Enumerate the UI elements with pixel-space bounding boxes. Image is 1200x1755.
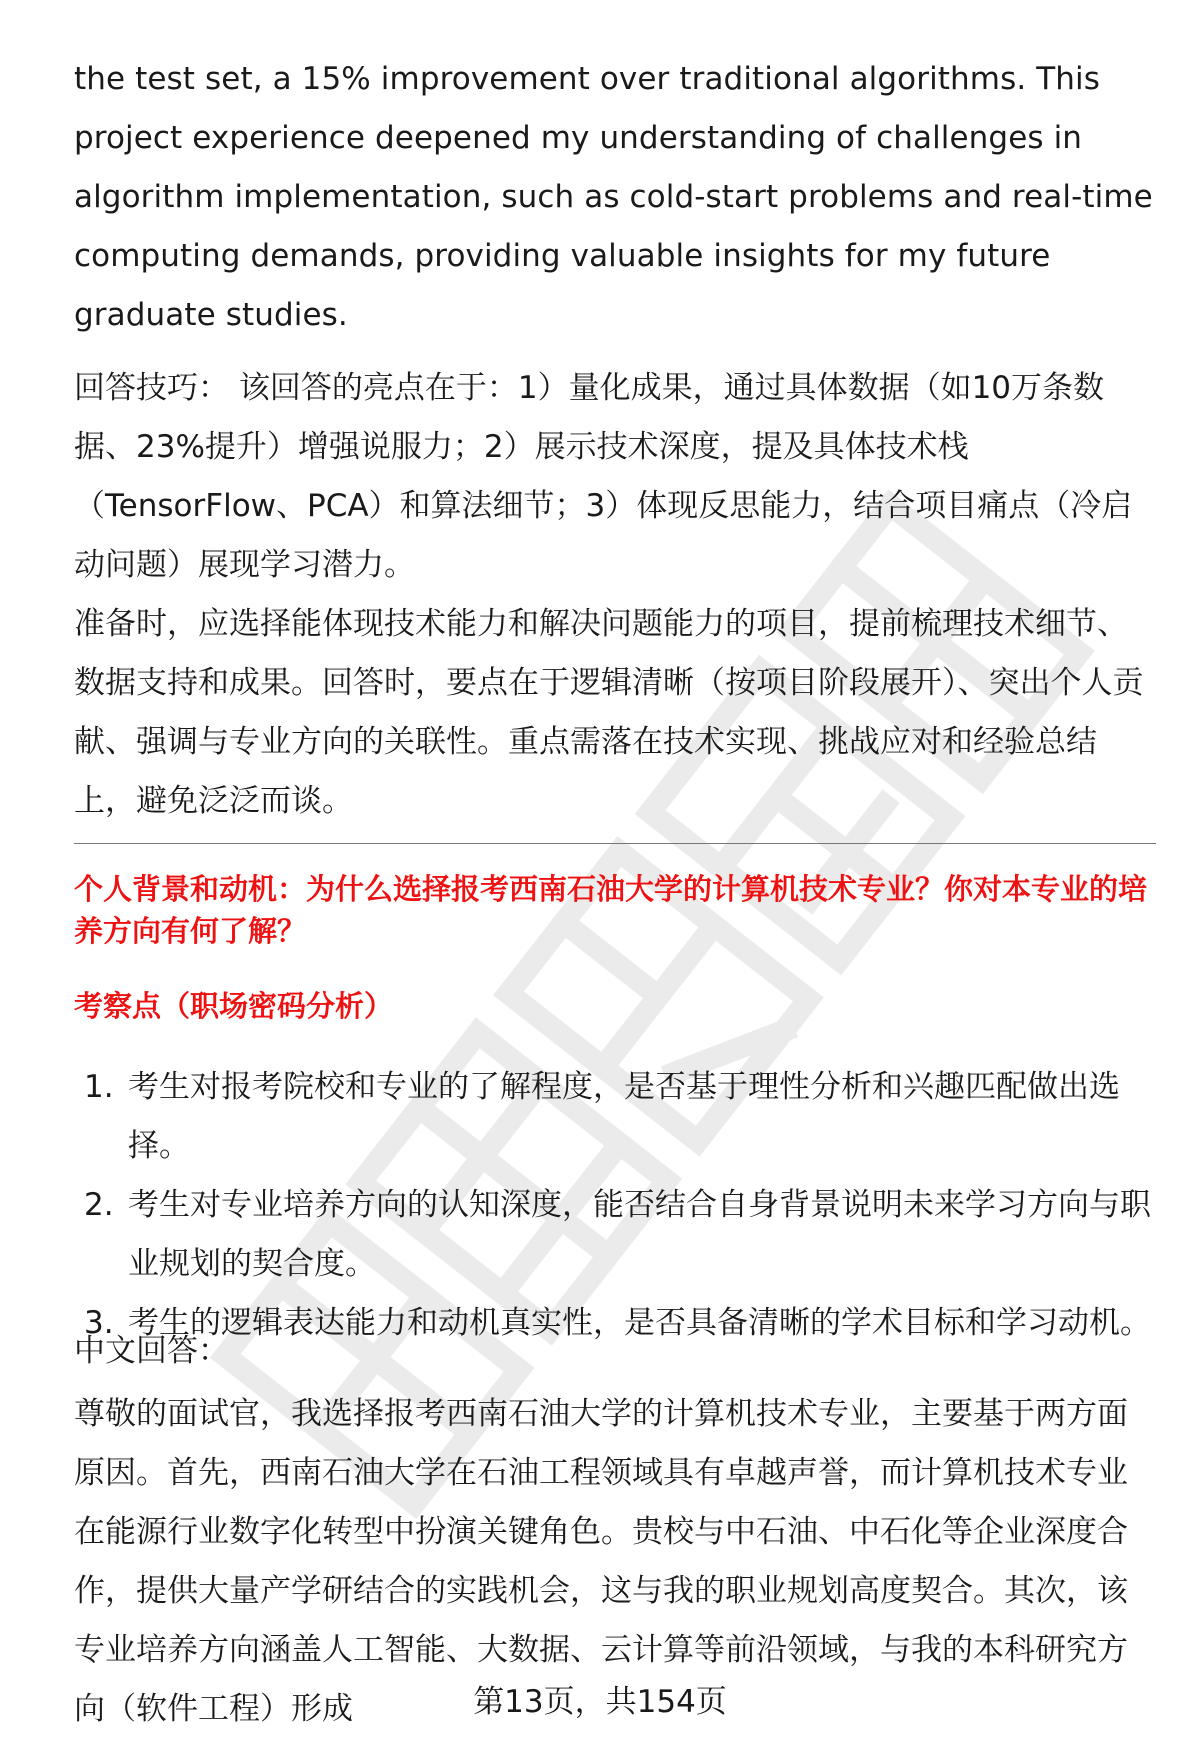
assessment-points-title: 考察点（职场密码分析） <box>74 989 394 1023</box>
list-item-text: 考生对报考院校和专业的了解程度，是否基于理性分析和兴趣匹配做出选择。 <box>128 1069 1120 1164</box>
chinese-answer-text: 尊敬的面试官，我选择报考西南石油大学的计算机技术专业，主要基于两方面原因。首先，西南石油大学在石油工程领域具有卓越声誉，而计算机技术专业在能源行业数字化转型中扮演关键角色。贵校与中石油、中石化等企业深度合作，提供大量产学研结合的实践机会，这与我的职业规划高度契合。其次，该专业培养方向涵盖人工智能、大数据、云计算等前沿领域，与我的本科研究方向（软件工程）形成 <box>74 1396 1128 1727</box>
list-item <box>74 1294 1154 1353</box>
list-item-number: 1. <box>84 1069 114 1105</box>
list-item-text: 考生的逻辑表达能力和动机真实性，是否具备清晰的学术目标和学习动机。 <box>128 1305 1151 1341</box>
page-number-footer: 第13页，共154页 <box>473 1684 727 1720</box>
page-body <box>74 50 1154 831</box>
list-item <box>74 1176 1154 1294</box>
assessment-points-list <box>74 1058 1154 1353</box>
chinese-answer-label: 中文回答： <box>74 1333 229 1369</box>
list-item <box>74 1058 1154 1176</box>
english-paragraph: the test set, a 15% improvement over traditional algorithms. This project experience deepened my understanding of challenges in algorithm implementation, such as cold-start problems and real-time computing demands, providing valuable insights for my future graduate studies. <box>74 61 1153 333</box>
list-item-text: 考生对专业培养方向的认知深度，能否结合自身背景说明未来学习方向与职业规划的契合度。 <box>128 1187 1151 1282</box>
section-divider <box>74 843 1156 844</box>
preparation-paragraph: 准备时，应选择能体现技术能力和解决问题能力的项目，提前梳理技术细节、数据支持和成果。回答时，要点在于逻辑清晰（按项目阶段展开）、突出个人贡献、强调与专业方向的关联性。重点需落在技术实现、挑战应对和经验总结上，避免泛泛而谈。 <box>74 606 1144 819</box>
answer-tips-paragraph: 回答技巧： 该回答的亮点在于：1）量化成果，通过具体数据（如10万条数据、23%提升）增强说服力；2）展示技术深度，提及具体技术栈（TensorFlow、PCA）和算法细节；3）体现反思能力，结合项目痛点（冷启动问题）展现学习潜力。 <box>74 370 1133 583</box>
list-item-number: 3. <box>84 1305 114 1341</box>
question-heading: 个人背景和动机：为什么选择报考西南石油大学的计算机技术专业？你对本专业的培养方向有何了解？ <box>74 872 1148 948</box>
list-item-number: 2. <box>84 1187 114 1223</box>
